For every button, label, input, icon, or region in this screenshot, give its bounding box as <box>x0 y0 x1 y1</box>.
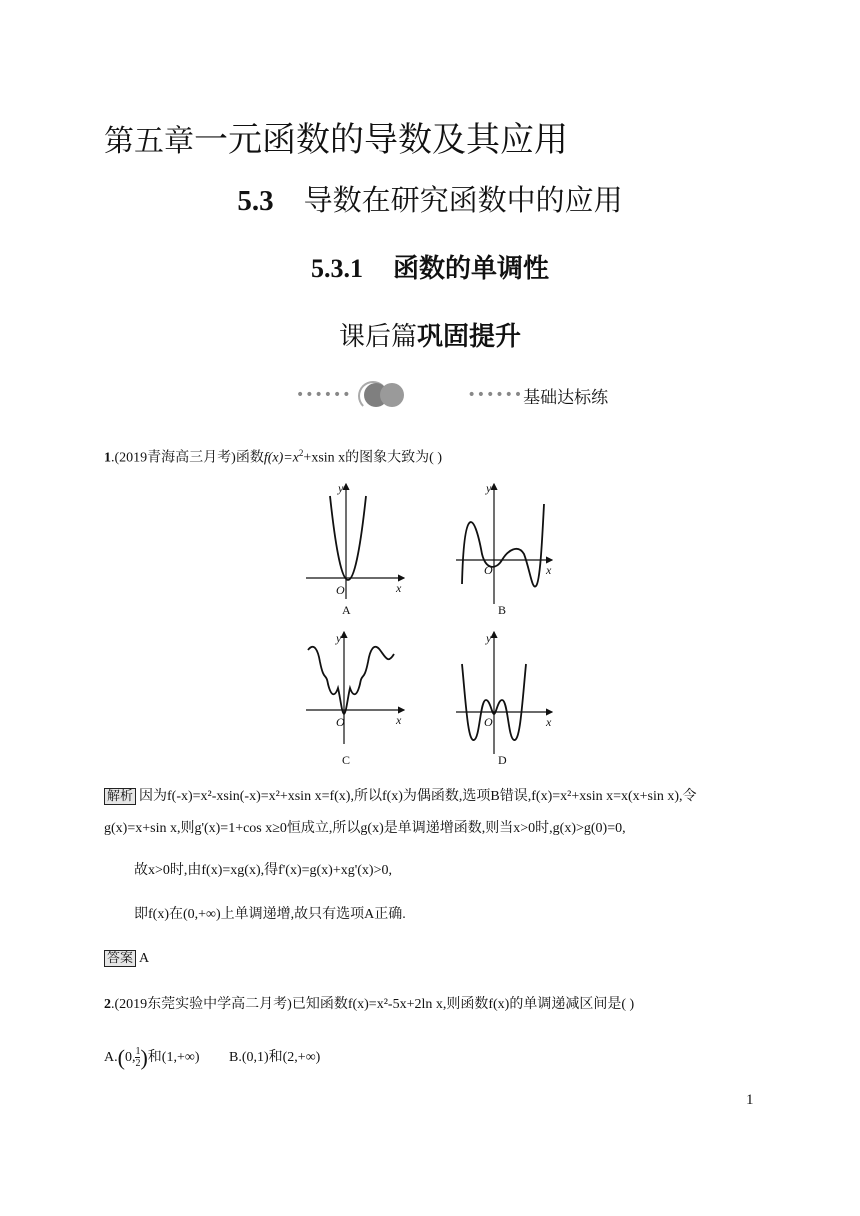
question-function-rest: +xsin x <box>303 450 346 466</box>
question-1: 1.(2019青海高三月考)函数$f(x)=x^2+xsin$ x的图象大致为( ) <box>104 448 442 466</box>
chapter-prefix: 第五章 <box>104 124 194 159</box>
graph-c-curve <box>308 647 394 714</box>
chapter-title <box>104 112 568 161</box>
question-number: 1 <box>104 450 111 466</box>
graph-a-label: A <box>342 603 351 617</box>
question-source: .(2019青海高三月考)函数 <box>111 450 264 466</box>
fraction-numerator: 1 <box>135 1046 141 1057</box>
dots-decoration: •••••• <box>296 387 352 403</box>
graph-b-label: B <box>498 603 507 617</box>
subsection-title <box>0 248 860 285</box>
graph-b-curve <box>462 504 544 587</box>
question-function: f(x)=x <box>263 450 299 466</box>
solution-line-1 <box>104 786 697 808</box>
answer-line <box>104 948 149 970</box>
banner-label: 基础达标练 <box>523 387 609 408</box>
solution-tag: 解析 <box>104 788 136 805</box>
option-a-prefix: A. <box>104 1049 118 1065</box>
graph-a-x-label: x <box>396 581 402 595</box>
section-title <box>0 178 860 219</box>
solution-text-1: 因为f(-x)=x²-xsin(-x)=x²+xsin x=f(x),所以f(x)为偶函数,选项B错误,f(x)=x²+xsin x=x(x+sin x),令 <box>139 789 697 804</box>
chapter-name: 一元函数的导数及其应用 <box>194 120 568 160</box>
option-a: A.(0, $\frac{1}{2}$ )和(1,+∞) <box>104 1044 200 1070</box>
fraction-denominator: 2 <box>135 1058 141 1069</box>
answer-value: A <box>139 951 150 966</box>
practice-name: 巩固提升 <box>417 322 522 352</box>
question-2 <box>104 994 634 1016</box>
graph-d-origin: O <box>484 715 493 729</box>
graph-b-x-label: x <box>546 563 552 577</box>
question-tail: 的图象大致为( ) <box>345 450 442 466</box>
option-a-open: 0, <box>124 1049 136 1065</box>
graph-a-origin: O <box>336 583 345 597</box>
option-a-rest: 和(1,+∞) <box>147 1049 200 1065</box>
function-graphs-figure <box>296 474 586 774</box>
solution-line-3: 故x>0时,由f(x)=xg(x),得f'(x)=g(x)+xg'(x)>0, <box>134 863 392 878</box>
graph-d-x-label: x <box>546 715 552 729</box>
graph-c-y-label: y <box>336 631 342 645</box>
question-number: 2 <box>104 997 111 1012</box>
graph-d-label: D <box>498 753 507 767</box>
question-2-options <box>104 1046 320 1069</box>
section-banner <box>296 380 608 410</box>
section-name: 导数在研究函数中的应用 <box>303 183 623 217</box>
graph-c-label: C <box>342 753 351 767</box>
graph-d-y-label: y <box>486 631 492 645</box>
option-b: B.(0,1)和(2,+∞) <box>228 1049 321 1065</box>
solution-line-4: 即f(x)在(0,+∞)上单调递增,故只有选项A正确. <box>134 907 406 922</box>
section-number: 5.3 <box>237 185 274 217</box>
dots-decoration: •••••• <box>467 387 524 403</box>
page-number: 1 <box>746 1092 754 1108</box>
circles-icon <box>358 381 410 409</box>
subsection-name: 函数的单调性 <box>392 254 549 284</box>
graph-a-curve <box>330 496 366 580</box>
graph-c-origin: O <box>336 715 345 729</box>
graph-b-y-label: y <box>486 481 492 495</box>
question-text: .(2019东莞实验中学高二月考)已知函数f(x)=x²-5x+2ln x,则函数f(x)的单调递减区间是( ) <box>111 997 635 1012</box>
graph-c-x-label: x <box>396 713 402 727</box>
practice-prefix: 课后篇 <box>338 322 417 352</box>
solution-line-2: g(x)=x+sin x,则g'(x)=1+cos x≥0恒成立,所以g(x)是单调递增函数,则当x>0时,g(x)>g(0)=0, <box>104 821 626 836</box>
answer-tag: 答案 <box>104 950 136 967</box>
graph-b-origin: O <box>484 563 493 577</box>
practice-title <box>0 316 860 353</box>
graph-a-y-label: y <box>338 481 344 495</box>
subsection-number: 5.3.1 <box>310 254 363 283</box>
